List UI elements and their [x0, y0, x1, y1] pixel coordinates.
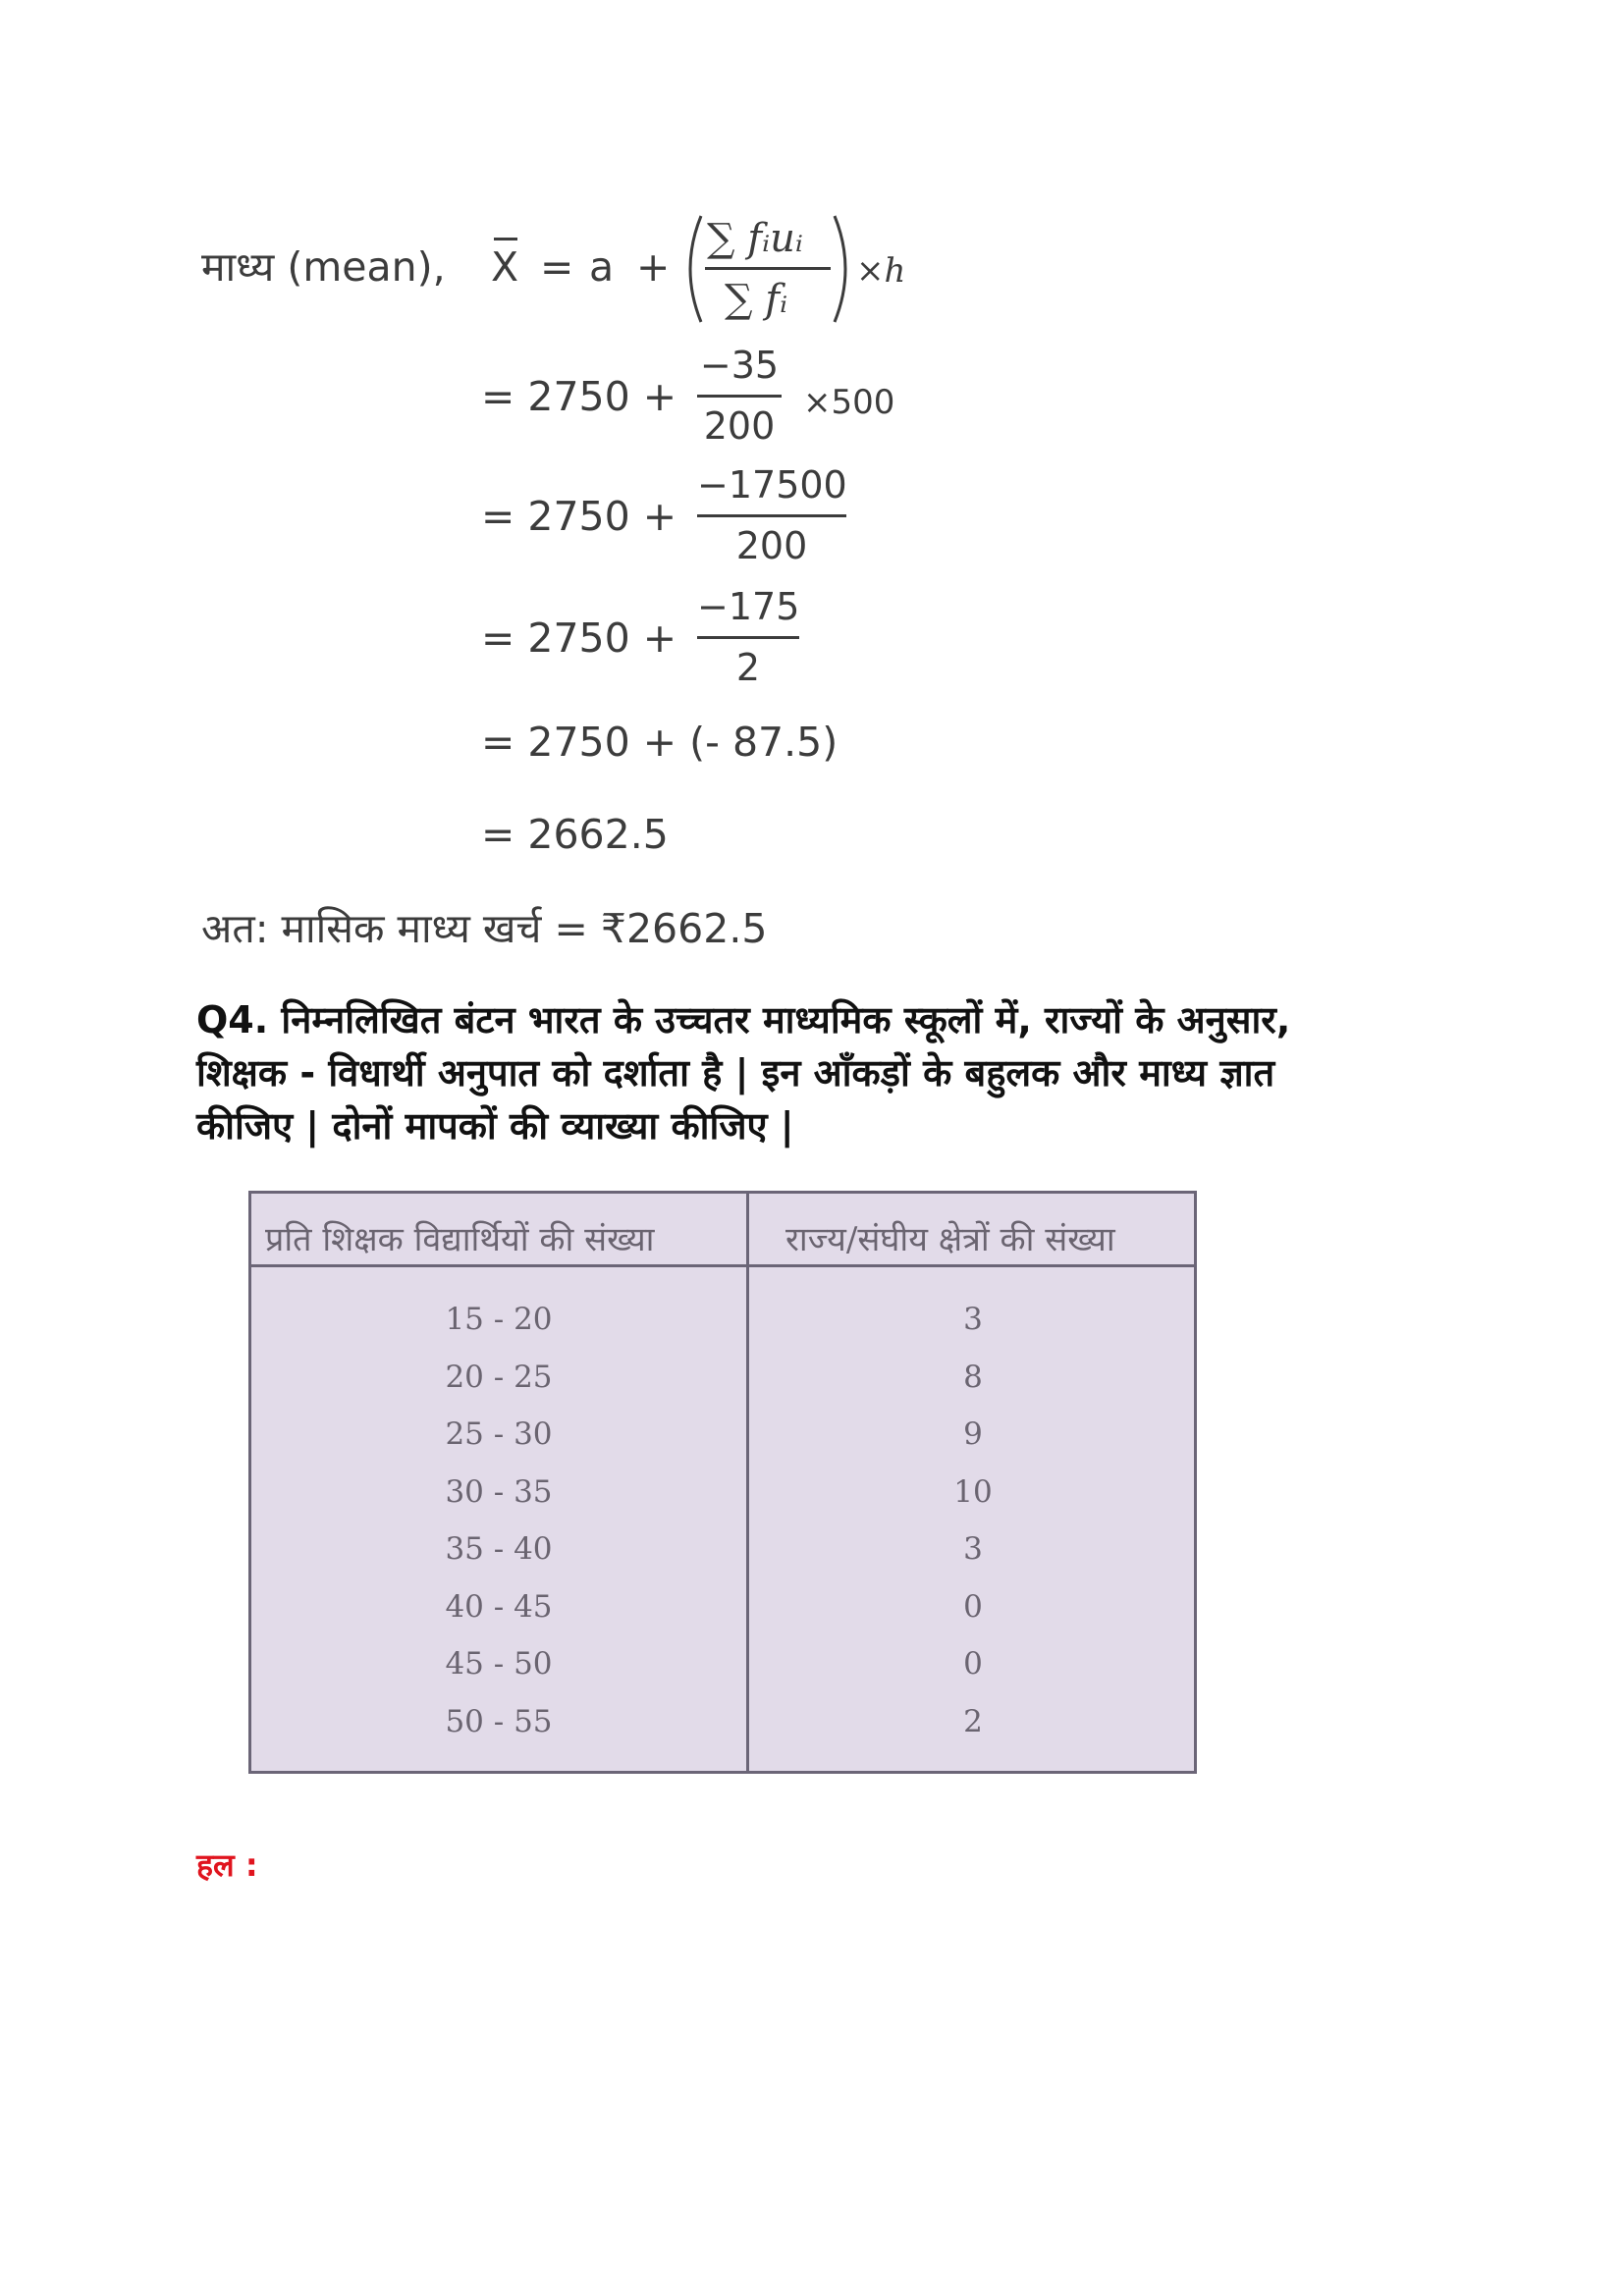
data-table [248, 1191, 1197, 1774]
step2-denominator: 200 [735, 524, 808, 567]
step5: = 2662.5 [481, 811, 669, 858]
header-states-count: राज्य/संघीय क्षेत्रों की संख्या [785, 1220, 1115, 1259]
step1-denominator: 200 [703, 404, 776, 448]
step1-suffix: ×500 [803, 383, 895, 422]
table-cell-count: 0 [963, 1646, 983, 1682]
step2-numerator: −17500 [697, 463, 847, 507]
step1-bar [697, 395, 782, 398]
formula-a: a [589, 243, 615, 291]
step2-fraction [697, 463, 846, 571]
table-cell-range: 35 - 40 [445, 1531, 553, 1567]
x-bar-symbol: X [491, 247, 518, 288]
table-cell-count: 3 [963, 1302, 983, 1337]
step1-numerator: −35 [699, 344, 780, 387]
table-cell-range: 15 - 20 [445, 1302, 553, 1337]
question-line-1: Q4. निम्नलिखित बंटन भारत के उच्चतर माध्यमिक स्कूलों में, राज्यों के अनुसार, [196, 998, 1291, 1041]
step2-prefix: = 2750 + [481, 493, 677, 540]
table-cell-range: 40 - 45 [445, 1588, 553, 1625]
header-students-per-teacher: प्रति शिक्षक विद्यार्थियों की संख्या [265, 1220, 655, 1259]
formula-fraction-bar [705, 267, 831, 270]
table-cell-count: 3 [963, 1531, 983, 1567]
table-cell-range: 50 - 55 [445, 1703, 553, 1739]
formula-plus: + [636, 243, 671, 291]
table-cell-count: 0 [963, 1588, 983, 1625]
formula-denominator: ∑ fᵢ [725, 277, 788, 322]
conclusion: अत: मासिक माध्य खर्च = ₹2662.5 [201, 905, 768, 952]
formula-label: माध्य (mean), [201, 243, 446, 291]
table-cell-count: 2 [963, 1703, 983, 1739]
table-cell-count: 10 [953, 1473, 993, 1510]
left-paren [677, 214, 705, 324]
table-cell-range: 45 - 50 [445, 1646, 553, 1682]
table-cell-range: 20 - 25 [445, 1359, 553, 1395]
step3-fraction [697, 585, 799, 693]
step4: = 2750 + (- 87.5) [481, 719, 839, 766]
table-cell-range: 30 - 35 [445, 1473, 553, 1510]
step2-bar [697, 514, 846, 517]
header-divider [251, 1264, 1194, 1267]
right-paren [831, 214, 858, 324]
step3-prefix: = 2750 + [481, 614, 677, 662]
table-cell-range: 25 - 30 [445, 1416, 553, 1452]
step3-denominator: 2 [735, 646, 761, 689]
formula-numerator: ∑ fᵢuᵢ [707, 216, 803, 261]
solution-label: हल : [196, 1846, 258, 1884]
formula-times-h: ×h [856, 251, 906, 291]
table-cell-count: 9 [963, 1416, 983, 1452]
formula-equals: = [540, 243, 574, 291]
step1-fraction [697, 344, 782, 452]
table-cell-count: 8 [963, 1359, 983, 1395]
step1-prefix: = 2750 + [481, 373, 677, 420]
step3-numerator: −175 [697, 585, 800, 628]
question-line-2: शिक्षक - विधार्थी अनुपात को दर्शाता है | इन आँकड़ों के बहुलक और माध्य ज्ञात [196, 1051, 1275, 1095]
step3-bar [697, 636, 799, 639]
question-line-3: कीजिए | दोनों मापकों की व्याख्या कीजिए | [196, 1104, 794, 1148]
